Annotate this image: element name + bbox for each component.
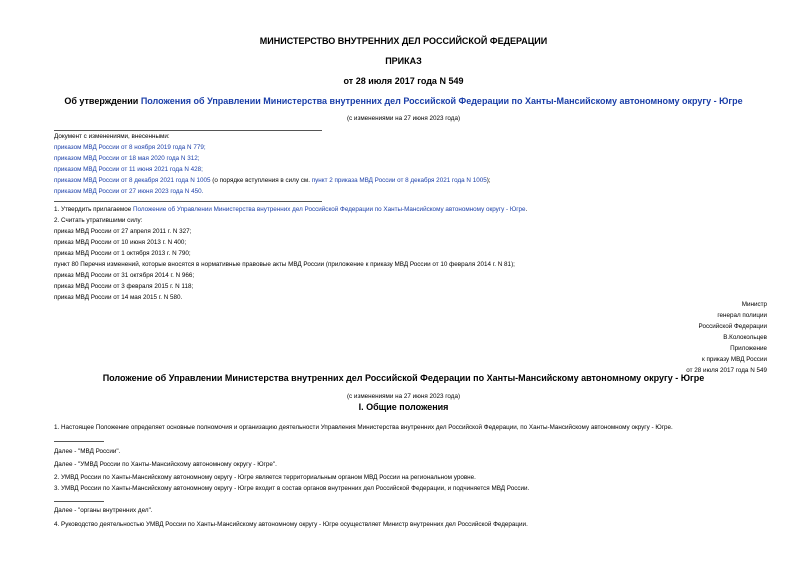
regulation-revision: (с изменениями на 27 июня 2023 года)	[346, 393, 461, 400]
section-title: I. Общие положения	[358, 402, 449, 412]
subject-link[interactable]: Положения об Управлении Министерства внутренних дел Российской Федерации по Ханты-Мансийскому автономному округу - Югре	[140, 96, 743, 106]
revision-note: (с изменениями на 27 июня 2023 года)	[346, 115, 461, 122]
footnote-3: Далее - "органы внутренних дел".	[54, 507, 153, 514]
regulation-clause-1: 1. Настоящее Положение определяет основные полномочия и организацию деятельности Управления Министерства внутренних дел Российской Федерации, по Ханты-Мансийскому автономному округу - Югре.	[54, 424, 673, 431]
appendix-label: Приложение	[730, 345, 767, 352]
divider	[54, 130, 322, 131]
footnote-1: Далее - "МВД России".	[54, 448, 121, 455]
ministry-title: МИНИСТЕРСТВО ВНУТРЕННИХ ДЕЛ РОССИЙСКОЙ ФЕДЕРАЦИИ	[259, 36, 548, 46]
signature-block	[686, 299, 767, 376]
clause-1: 1. Утвердить прилагаемое Положение об Управлении Министерства внутренних дел Российской Федерации по Ханты-Мансийскому автономному округу - Югре.	[54, 206, 528, 213]
changes-intro: Документ с изменениями, внесенными:	[54, 133, 170, 140]
signer-position: Министр	[741, 301, 767, 308]
clause-2: 2. Считать утратившими силу:	[54, 217, 143, 224]
repealed-1: приказ МВД России от 27 апреля 2011 г. N 327;	[54, 228, 192, 235]
regulation-clause-2: 2. УМВД России по Ханты-Мансийскому автономному округу - Югре является территориальным органом МВД России на региональном уровне.	[54, 474, 476, 481]
repealed-5: приказ МВД России от 31 октября 2014 г. N 966;	[54, 272, 195, 279]
appendix-date: от 28 июля 2017 года N 549	[686, 367, 767, 374]
order-subject	[0, 96, 807, 106]
change-line-4: приказом МВД России от 8 декабря 2021 года N 1005 (о порядке вступления в силу см. пункт 2 приказа МВД России от 8 декабря 2021 года N 1005);	[54, 177, 491, 184]
order-label: ПРИКАЗ	[385, 56, 422, 66]
appendix-ref: к приказу МВД России	[701, 356, 767, 363]
signer-name: В.Колокольцев	[723, 334, 767, 341]
footnote-divider	[54, 501, 104, 502]
change-note-4: (о порядке вступления в силу см.	[210, 177, 312, 184]
change-link-1[interactable]: приказом МВД России от 8 ноября 2019 года N 779;	[54, 144, 206, 151]
repealed-3: приказ МВД России от 1 октября 2013 г. N 790;	[54, 250, 191, 257]
signer-rank: генерал полиции	[717, 312, 767, 319]
signer-country: Российской Федерации	[698, 323, 767, 330]
repealed-7: приказ МВД России от 14 мая 2015 г. N 580.	[54, 294, 183, 301]
repealed-6: приказ МВД России от 3 февраля 2015 г. N 118;	[54, 283, 194, 290]
divider	[54, 201, 322, 202]
change-link-4[interactable]: приказом МВД России от 8 декабря 2021 года N 1005	[54, 177, 211, 184]
repealed-2: приказ МВД России от 10 июня 2013 г. N 400;	[54, 239, 187, 246]
clause-1-link[interactable]: Положение об Управлении Министерства внутренних дел Российской Федерации по Ханты-Мансийскому автономному округу - Югре	[132, 206, 526, 213]
footnote-divider	[54, 441, 104, 442]
change-link-2[interactable]: приказом МВД России от 18 мая 2020 года N 312;	[54, 155, 200, 162]
change-link-3[interactable]: приказом МВД России от 11 июня 2021 года N 428;	[54, 166, 203, 173]
regulation-title: Положение об Управлении Министерства внутренних дел Российской Федерации по Ханты-Мансийскому автономному округу - Югре	[102, 373, 705, 383]
change-link-5[interactable]: приказом МВД России от 27 июня 2023 года N 450.	[54, 188, 204, 195]
subject-prefix: Об утверждении	[64, 96, 141, 106]
repealed-4: пункт 80 Перечня изменений, которые вносятся в нормативные правовые акты МВД России (приложение к приказу МВД России от 10 февраля 2014 г. N 81);	[54, 261, 515, 268]
change-ref-4[interactable]: пункт 2 приказа МВД России от 8 декабря 2021 года N 1005	[311, 177, 487, 184]
regulation-clause-4: 4. Руководство деятельностью УМВД России по Ханты-Мансийскому автономному округу - Югре осуществляет Министр внутренних дел Российской Федерации.	[54, 521, 528, 528]
order-date: от 28 июля 2017 года N 549	[343, 76, 464, 86]
footnote-2: Далее - "УМВД России по Ханты-Мансийскому автономному округу - Югре".	[54, 461, 277, 468]
regulation-clause-3: 3. УМВД России по Ханты-Мансийскому автономному округу - Югре входит в состав органов внутренних дел Российской Федерации, и подчиняется МВД России.	[54, 485, 530, 492]
